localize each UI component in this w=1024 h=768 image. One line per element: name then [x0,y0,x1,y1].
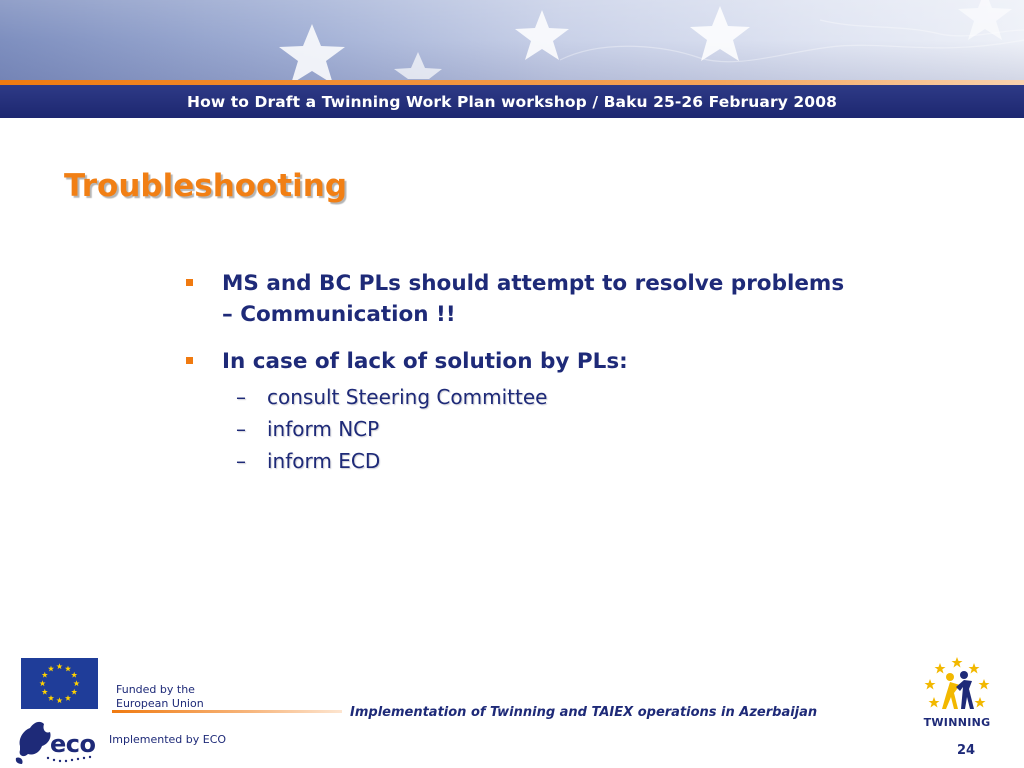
bullet-list [184,268,984,477]
bullet-text: In case of lack of solution by PLs: [222,349,628,374]
sub-bullet-text: inform ECD [267,449,381,473]
header-title-bar [0,85,1024,118]
footer-orange-line [112,710,342,713]
sub-bullet-item [184,413,984,445]
dash-bullet: – [236,449,246,473]
sub-bullet-item [184,445,984,477]
eu-stars-circle-icon [21,658,98,709]
twinning-logo-text: TWINNING [923,716,991,729]
sub-bullet-text: consult Steering Committee [267,385,548,409]
dash-bullet: – [236,385,246,409]
funded-line2: European Union [116,697,204,710]
bullet-text-line1: MS and BC PLs should attempt to resolve problems [222,271,845,296]
sub-bullet-text: inform NCP [267,417,380,441]
square-bullet-icon [186,279,193,286]
sub-bullet-item [184,381,984,413]
bullet-item [184,346,984,377]
eu-flag-logo [21,658,98,709]
square-bullet-icon [186,357,193,364]
funded-line1: Funded by the [116,683,195,696]
footer-center-text: Implementation of Twinning and TAIEX operations in Azerbaijan [350,705,818,720]
dash-bullet: – [236,417,246,441]
bullet-item [184,268,984,330]
workshop-title: How to Draft a Twinning Work Plan workshop / Baku 25-26 February 2008 [187,93,837,111]
implemented-by-text: Implemented by ECO [109,733,227,746]
bullet-text-line2: – Communication !! [222,302,456,327]
funded-by-text [116,683,204,711]
slide-title: Troubleshooting [64,168,348,204]
header-banner-image [0,0,1024,80]
eco-logo-text: eco [50,730,96,758]
page-number: 24 [957,743,976,758]
eu-stars-banner-icon [0,0,1024,80]
